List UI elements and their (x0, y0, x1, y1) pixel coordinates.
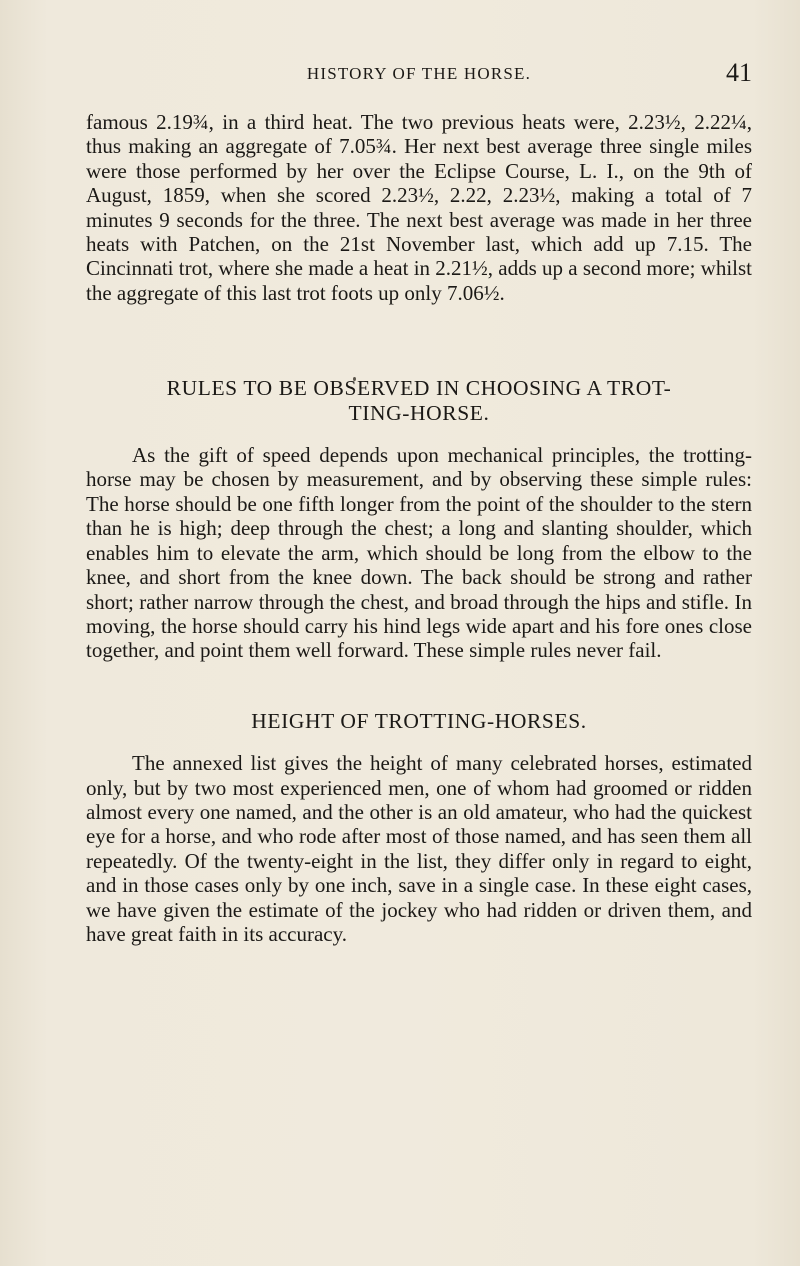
section-heading-rules-line2: TING-HORSE. (348, 400, 490, 425)
paragraph-height-list: The annexed list gives the height of many celebrated horses, estimated only, but by two most experienced men, one of whom had groomed or ridden almost every one named, and the other is an old amateur, who had the quickest eye for a horse, and who rode after most of those named, and has seen them all repeatedly. Of the twenty-eight in the list, they differ only in regard to eight, and in those cases only by one inch, save in a single case. In these eight cases, we have given the estimate of the jockey who had ridden or driven them, and have great faith in its accuracy. (86, 751, 752, 946)
section-heading-rules (86, 376, 752, 425)
section-heading-height: HEIGHT OF TROTTING-HORSES. (251, 708, 587, 733)
paragraph-mare-heats: famous 2.19¾, in a third heat. The two previous heats were, 2.23½, 2.22¼, thus making an aggregate of 7.05¾. Her next best average three single miles were those performed by her over the Eclipse Course, L. I., on the 9th of August, 1859, when she scored 2.23½, 2.22, 2.23½, making a total of 7 minutes 9 seconds for the three. The next best average was made in her three heats with Patchen, on the 21st November last, which add up 7.15. The Cincinnati trot, where she made a heat in 2.21½, adds up a second more; whilst the aggregate of this last trot foots up only 7.06½. (86, 110, 753, 305)
paragraph-rules: As the gift of speed depends upon mechanical principles, the trotting-horse may be chosen by measurement, and by observing these simple rules: The horse should be one fifth longer from the point of the shoulder to the stern than he is high; deep through the chest; a long and slanting shoulder, which enables him to elevate the arm, which should be long from the elbow to the knee, and short from the knee down. The back should be strong and rather short; rather narrow through the chest, and broad through the hips and stifle. In moving, the horse should carry his hind legs wide apart and his fore ones close together, and point them well forward. These simple rules never fail. (86, 443, 752, 663)
page-body (86, 110, 752, 946)
section-heading-rules-line1: RULES TO BE OBSERVED IN CHOOSING A TROT- (166, 376, 672, 401)
page-header (86, 58, 752, 94)
page-number: 41 (726, 58, 752, 87)
running-head: HISTORY OF THE HORSE. (306, 64, 532, 83)
